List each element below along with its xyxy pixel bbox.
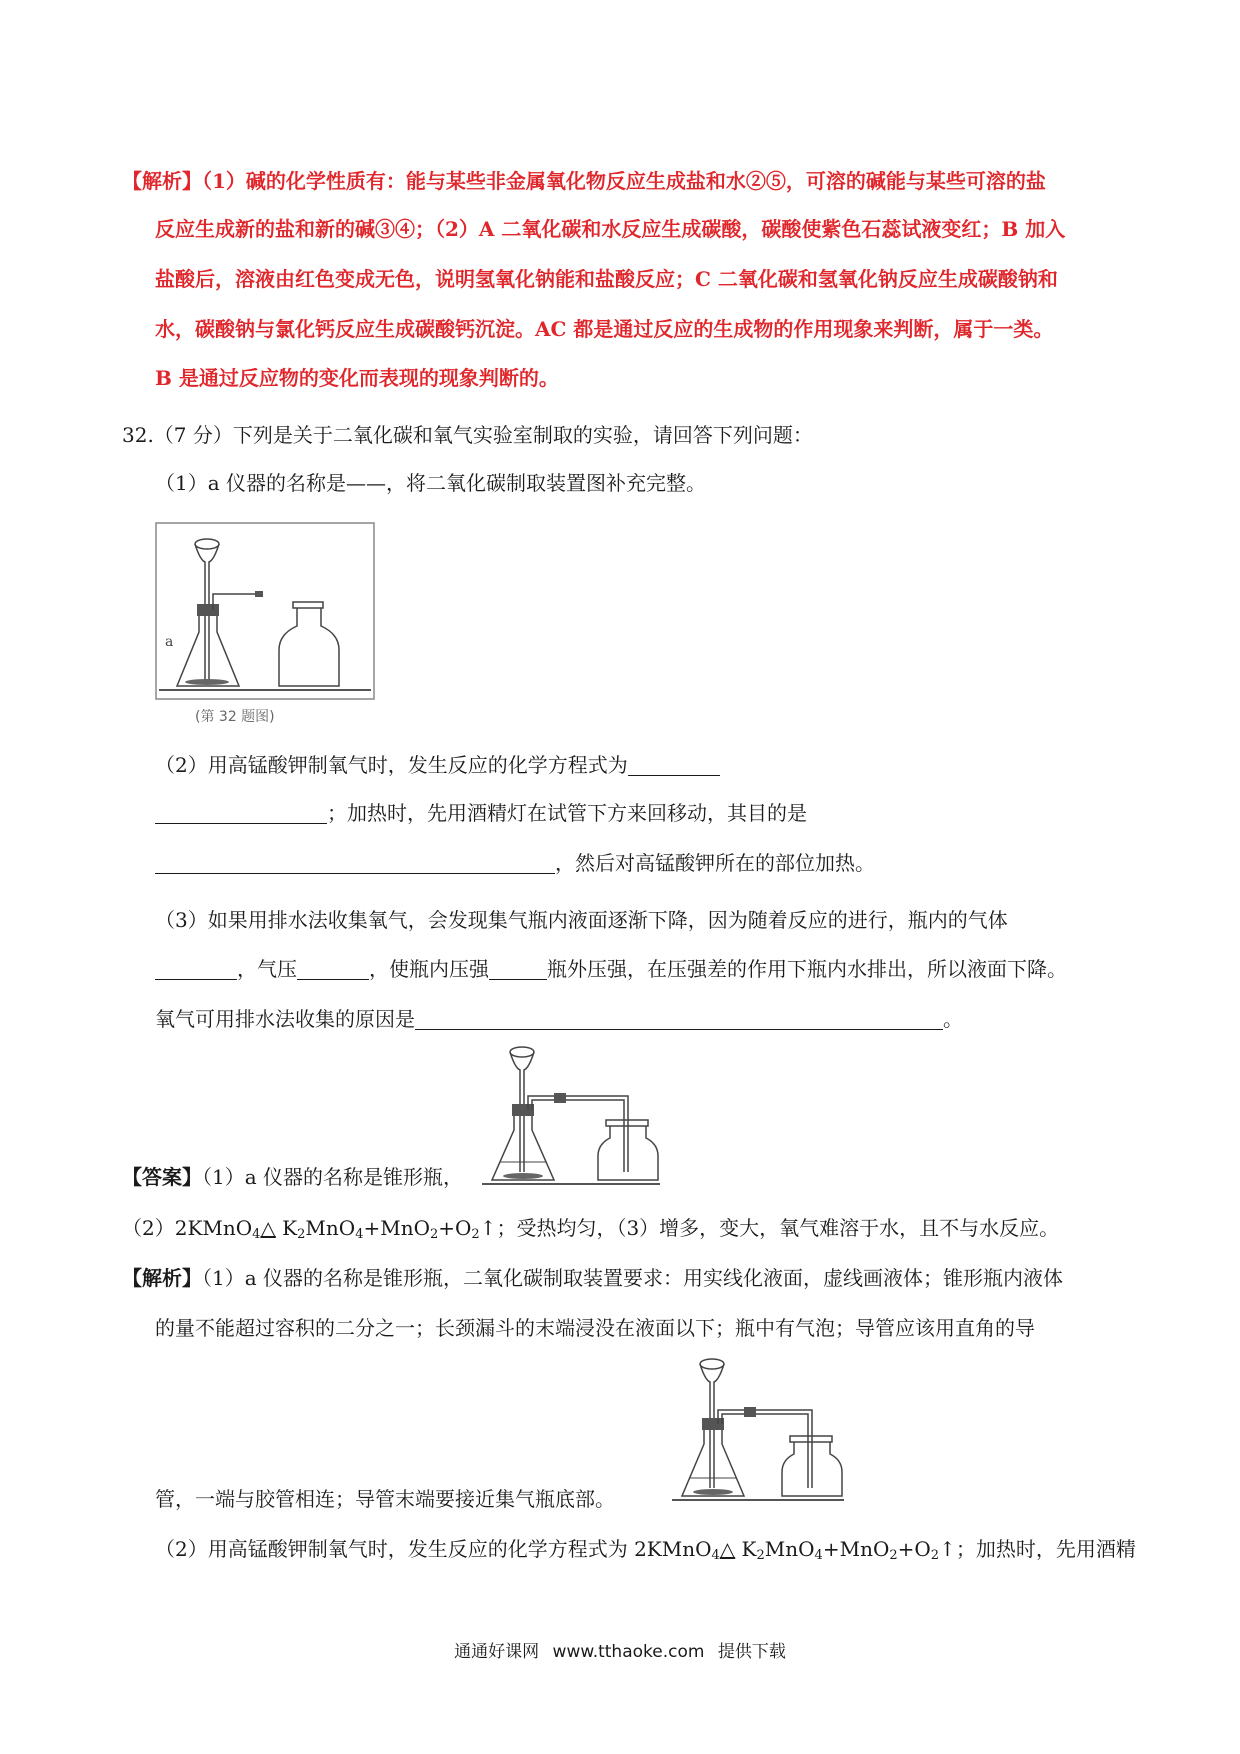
question-part-3b: ，气压 ，使瓶内压强 瓶外压强，在压强差的作用下瓶内水排出，所以液面下降。 <box>155 954 1067 984</box>
answer-figure <box>482 1040 662 1188</box>
answer-tag: 【答案】 <box>122 1165 202 1189</box>
answer-blank[interactable] <box>155 801 327 824</box>
answer-apparatus-drawing <box>482 1040 662 1188</box>
answer-blank[interactable] <box>297 957 369 980</box>
answer-blank[interactable] <box>415 1007 943 1030</box>
analysis-figure <box>672 1352 846 1504</box>
page-footer <box>0 1637 1240 1662</box>
analysis2-line-2: 的量不能超过容积的二分之一；长颈漏斗的末端浸没在液面以下；瓶中有气泡；导管应该用直角的导 <box>155 1316 1035 1340</box>
analysis-line-1: 【解析】（1）碱的化学性质有：能与某些非金属氧化物反应生成盐和水②⑤，可溶的碱能与某些可溶的盐 <box>122 169 1046 193</box>
question-part-2c: ，然后对高锰酸钾所在的部位加热。 <box>155 848 875 878</box>
analysis-line-5: B 是通过反应物的变化而表现的现象判断的。 <box>155 366 559 390</box>
question-figure <box>155 522 375 725</box>
answer-line-2: （2）2KMnO$_4$△ $K_2MnO_4+MnO_2+O_2↑$；受热均匀，（3）增多，变大，氧气难溶于水，且不与水反应。 <box>122 1216 1060 1242</box>
footer-url[interactable]: www.tthaoke.com <box>552 1642 705 1662</box>
answer-line-1: 【答案】（1）a 仪器的名称是锥形瓶， <box>122 1165 464 1189</box>
question-part-2a: （2）用高锰酸钾制氧气时，发生反应的化学方程式为 <box>155 750 720 780</box>
delta-symbol: △ <box>260 1216 276 1240</box>
answer-blank[interactable] <box>155 851 555 874</box>
footer-site: 通通好课网 <box>454 1642 540 1662</box>
analysis2-line-1: 【解析】（1）a 仪器的名称是锥形瓶，二氧化碳制取装置要求：用实线化液面，虚线画液体；锥形瓶内液体 <box>122 1266 1064 1290</box>
question-part-1: （1）a 仪器的名称是——，将二氧化碳制取装置图补充完整。 <box>155 471 707 495</box>
analysis-line-2: 反应生成新的盐和新的碱③④；（2）A 二氧化碳和水反应生成碳酸，碳酸使紫色石蕊试液变红；B 加入 <box>155 217 1066 241</box>
answer-blank[interactable] <box>489 957 547 980</box>
footer-suffix: 提供下载 <box>717 1642 786 1662</box>
question-part-3c: 氧气可用排水法收集的原因是 。 <box>155 1007 963 1031</box>
analysis2-line-3: 管，一端与胶管相连；导管末端要接近集气瓶底部。 <box>155 1487 615 1511</box>
analysis-tag: 【解析】 <box>122 169 202 193</box>
question-part-2b: ；加热时，先用酒精灯在试管下方来回移动，其目的是 <box>155 798 807 828</box>
analysis2-line-4: （2）用高锰酸钾制氧气时，发生反应的化学方程式为 2KMnO$_4$△ $K_2MnO_4+MnO_2+O_2↑$；加热时，先用酒精 <box>155 1537 1136 1563</box>
apparatus-drawing <box>155 522 375 712</box>
delta-symbol: △ <box>719 1537 736 1561</box>
analysis2-tag: 【解析】 <box>122 1266 202 1290</box>
analysis-apparatus-drawing <box>672 1352 846 1504</box>
analysis-line-4: 水，碳酸钠与氯化钙反应生成碳酸钙沉淀。AC 都是通过反应的生成物的作用现象来判断，属于一类。 <box>155 317 1054 341</box>
question-part-3a: （3）如果用排水法收集氧气，会发现集气瓶内液面逐渐下降，因为随着反应的进行，瓶内的气体 <box>155 908 1008 932</box>
question-header: 32.（7 分）下列是关于二氧化碳和氧气实验室制取的实验，请回答下列问题： <box>122 423 813 447</box>
figure-label-a: a <box>165 634 174 650</box>
analysis-line-3: 盐酸后，溶液由红色变成无色，说明氢氧化钠能和盐酸反应；C 二氧化碳和氢氧化钠反应生成碳酸钠和 <box>155 267 1058 291</box>
answer-blank[interactable] <box>155 957 237 980</box>
answer-blank[interactable] <box>628 753 720 776</box>
figure-caption: (第 32 题图) <box>195 709 275 725</box>
